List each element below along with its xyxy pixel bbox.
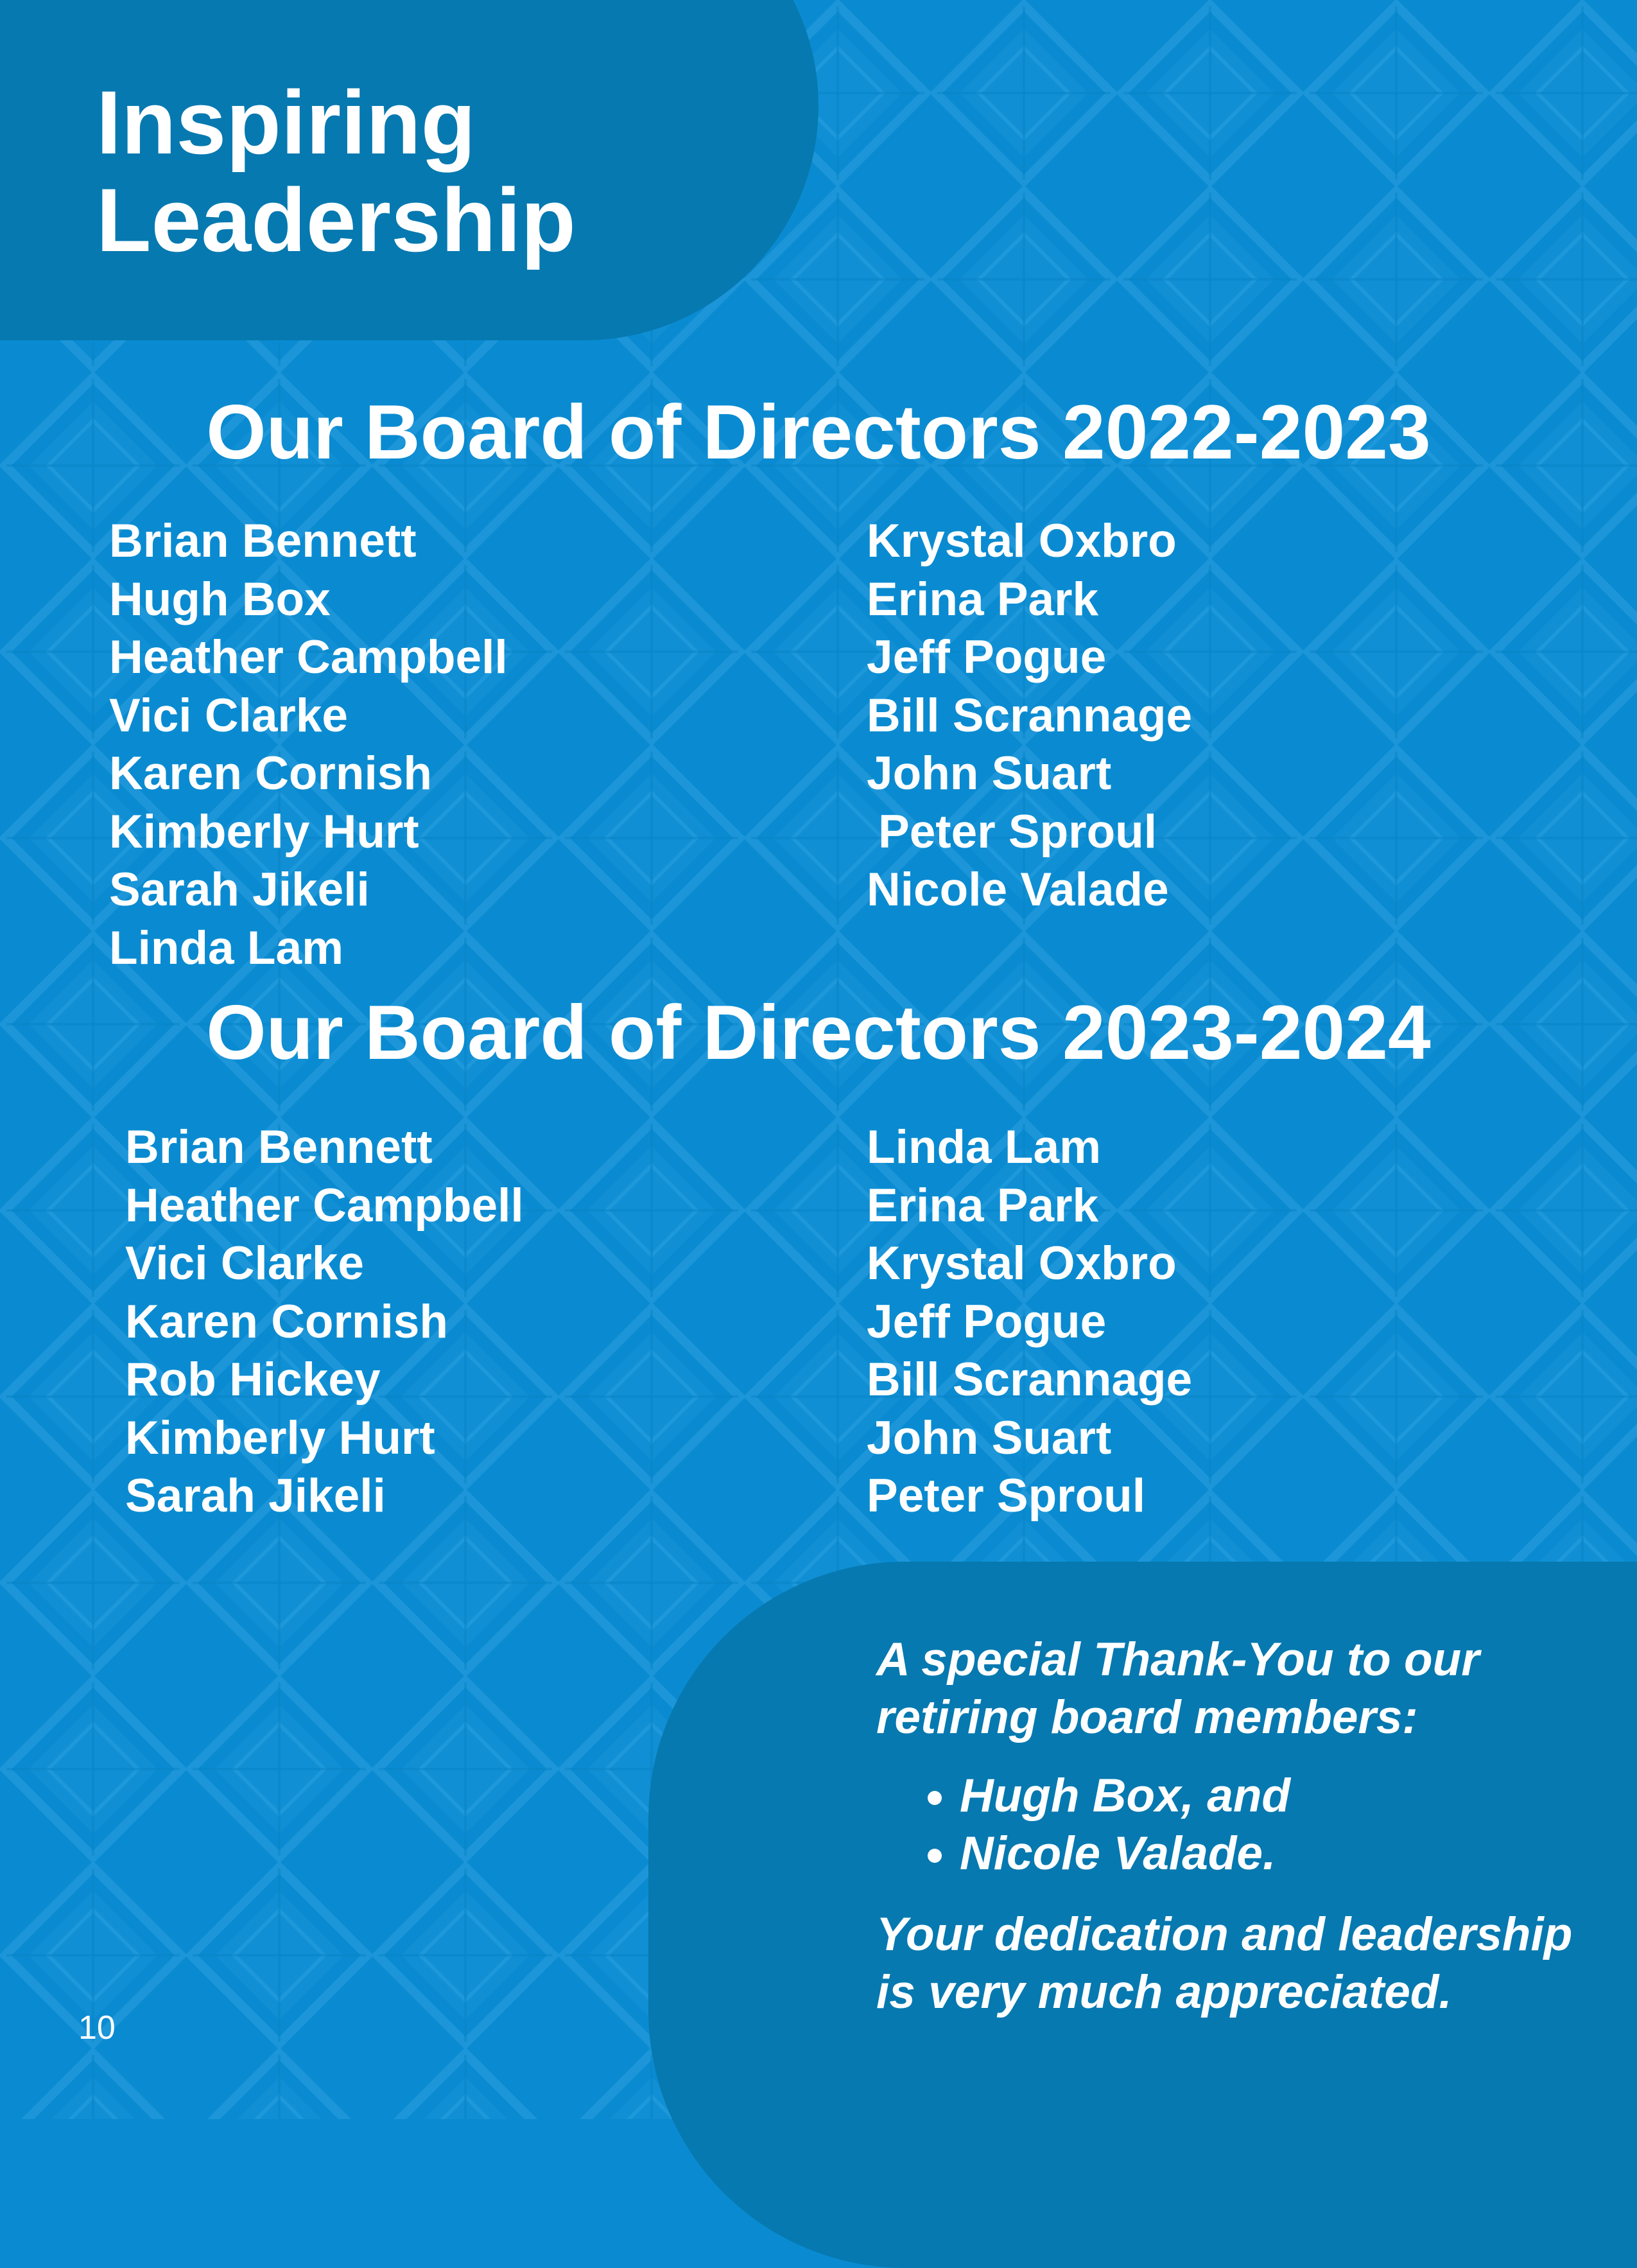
page-title: [96, 74, 576, 269]
board-2023-right-list: [867, 1119, 1192, 1526]
list-item: John Suart: [867, 747, 1112, 799]
list-item: Heather Campbell: [125, 1179, 524, 1232]
list-item: Hugh Box: [109, 573, 331, 625]
list-item: • Hugh Box, and: [960, 1767, 1615, 1825]
list-item: Heather Campbell: [109, 631, 508, 683]
list-item: Krystal Oxbro: [867, 515, 1177, 567]
list-item: Karen Cornish: [125, 1295, 448, 1348]
list-item: • Nicole Valade.: [960, 1825, 1615, 1883]
list-item: Karen Cornish: [109, 747, 432, 799]
list-item: Sarah Jikeli: [125, 1470, 386, 1522]
page-number: 10: [78, 2009, 116, 2046]
list-item: Bill Scrannage: [867, 1354, 1193, 1406]
list-item: Bill Scrannage: [867, 689, 1193, 742]
list-item: Peter Sproul: [867, 1470, 1146, 1522]
list-item: Brian Bennett: [109, 515, 417, 567]
list-item: Jeff Pogue: [867, 1295, 1107, 1348]
list-item: Kimberly Hurt: [109, 805, 419, 858]
board-2022-heading: Our Board of Directors 2022-2023: [206, 389, 1431, 475]
thanks-closing: Your dedication and leadership is very much appreciated.: [876, 1908, 1573, 2018]
retiring-members-list: [876, 1767, 1615, 1883]
list-item: Rob Hickey: [125, 1354, 381, 1406]
list-item: Linda Lam: [867, 1121, 1102, 1173]
list-item: Linda Lam: [109, 921, 344, 974]
list-item: Jeff Pogue: [867, 631, 1107, 683]
list-item: Krystal Oxbro: [867, 1237, 1177, 1289]
list-item: Brian Bennett: [125, 1121, 433, 1173]
list-item: Erina Park: [867, 1179, 1099, 1232]
list-item: Vici Clarke: [109, 689, 349, 742]
board-2023-heading: Our Board of Directors 2023-2024: [206, 990, 1431, 1076]
list-item: Peter Sproul: [878, 805, 1157, 858]
list-item: Sarah Jikeli: [109, 864, 370, 916]
board-2022-right-list: [867, 512, 1192, 920]
list-item: Erina Park: [867, 573, 1099, 625]
page-title-line-1: Inspiring: [96, 72, 476, 173]
board-2023-left-list: [125, 1119, 524, 1526]
thanks-intro: A special Thank-You to our retiring board members:: [876, 1634, 1480, 1743]
list-item: Nicole Valade: [867, 864, 1169, 916]
page-title-line-2: Leadership: [96, 170, 576, 270]
list-item: John Suart: [867, 1411, 1112, 1464]
list-item: Kimberly Hurt: [125, 1411, 435, 1464]
list-item: Vici Clarke: [125, 1237, 365, 1289]
board-2022-left-list: [109, 512, 508, 977]
thanks-message: [876, 1631, 1615, 2021]
